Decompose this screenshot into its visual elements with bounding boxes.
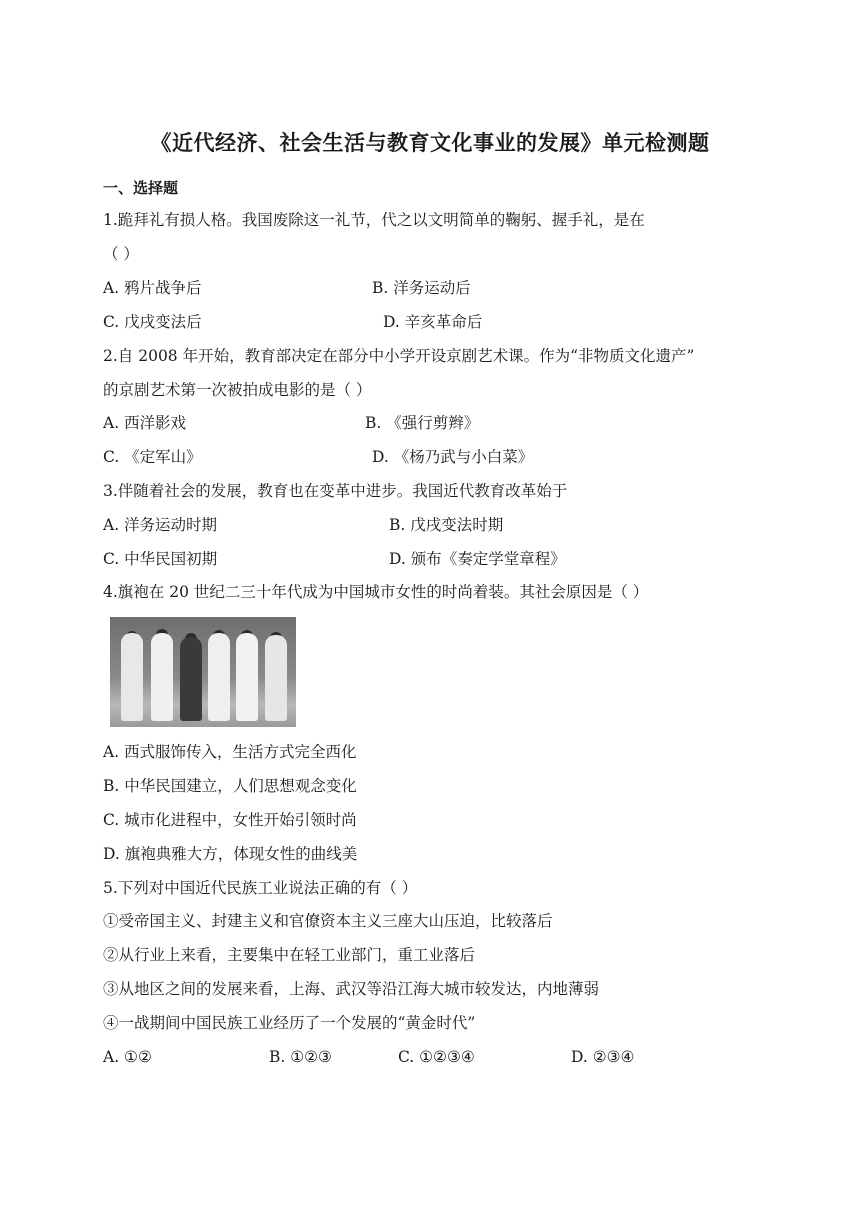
question-5-statement-3: ③从地区之间的发展来看，上海、武汉等沿江海大城市较发达，内地薄弱 — [103, 980, 600, 998]
question-2-stem-cont: 的京剧艺术第一次被拍成电影的是（ ） — [103, 381, 372, 399]
question-4-stem: 4.旗袍在 20 世纪二三十年代成为中国城市女性的时尚着装。其社会原因是（ ） — [103, 583, 649, 601]
question-4-option-c: C. 城市化进程中，女性开始引领时尚 — [103, 811, 357, 829]
question-5-option-a: A. ①② — [103, 1048, 152, 1066]
question-5-option-d: D. ②③④ — [571, 1048, 635, 1066]
question-2-option-b: B. 《强行剪辫》 — [365, 414, 480, 432]
question-3-option-a: A. 洋务运动时期 — [103, 516, 218, 534]
question-5-option-b: B. ①②③ — [269, 1048, 332, 1066]
question-5-statement-4: ④一战期间中国民族工业经历了一个发展的“黄金时代” — [103, 1014, 476, 1032]
question-5-option-c: C. ①②③④ — [398, 1048, 475, 1066]
question-5-statement-2: ②从行业上来看，主要集中在轻工业部门，重工业落后 — [103, 946, 476, 964]
question-2-option-d: D. 《杨乃武与小白菜》 — [372, 448, 534, 466]
question-1-option-c: C. 戊戌变法后 — [103, 313, 202, 331]
question-4-option-d: D. 旗袍典雅大方，体现女性的曲线美 — [103, 845, 358, 863]
question-1-option-a: A. 鸦片战争后 — [103, 279, 202, 297]
question-2-option-a: A. 西洋影戏 — [103, 414, 187, 432]
question-1-option-b: B. 洋务运动后 — [372, 279, 471, 297]
question-2-stem: 2.自 2008 年开始，教育部决定在部分中小学开设京剧艺术课。作为“非物质文化遗产” — [103, 347, 695, 365]
question-2-option-c: C. 《定军山》 — [103, 448, 202, 466]
question-1-option-d: D. 辛亥革命后 — [383, 313, 483, 331]
question-3-option-b: B. 戊戌变法时期 — [389, 516, 504, 534]
question-5-statement-1: ①受帝国主义、封建主义和官僚资本主义三座大山压迫，比较落后 — [103, 912, 553, 930]
question-1-stem: 1.跪拜礼有损人格。我国废除这一礼节，代之以文明简单的鞠躬、握手礼，是在 — [103, 211, 645, 229]
page-title: 《近代经济、社会生活与教育文化事业的发展》单元检测题 — [150, 130, 710, 155]
question-4-option-b: B. 中华民国建立，人们思想观念变化 — [103, 777, 357, 795]
qipao-women-photo — [110, 617, 296, 727]
question-1-blank: （ ） — [103, 245, 139, 263]
question-4-option-a: A. 西式服饰传入，生活方式完全西化 — [103, 743, 357, 761]
section-heading: 一、选择题 — [103, 179, 179, 197]
question-5-stem: 5.下列对中国近代民族工业说法正确的有（ ） — [103, 879, 418, 897]
question-3-option-d: D. 颁布《奏定学堂章程》 — [389, 550, 566, 568]
question-3-stem: 3.伴随着社会的发展，教育也在变革中进步。我国近代教育改革始于 — [103, 482, 568, 500]
question-3-option-c: C. 中华民国初期 — [103, 550, 218, 568]
